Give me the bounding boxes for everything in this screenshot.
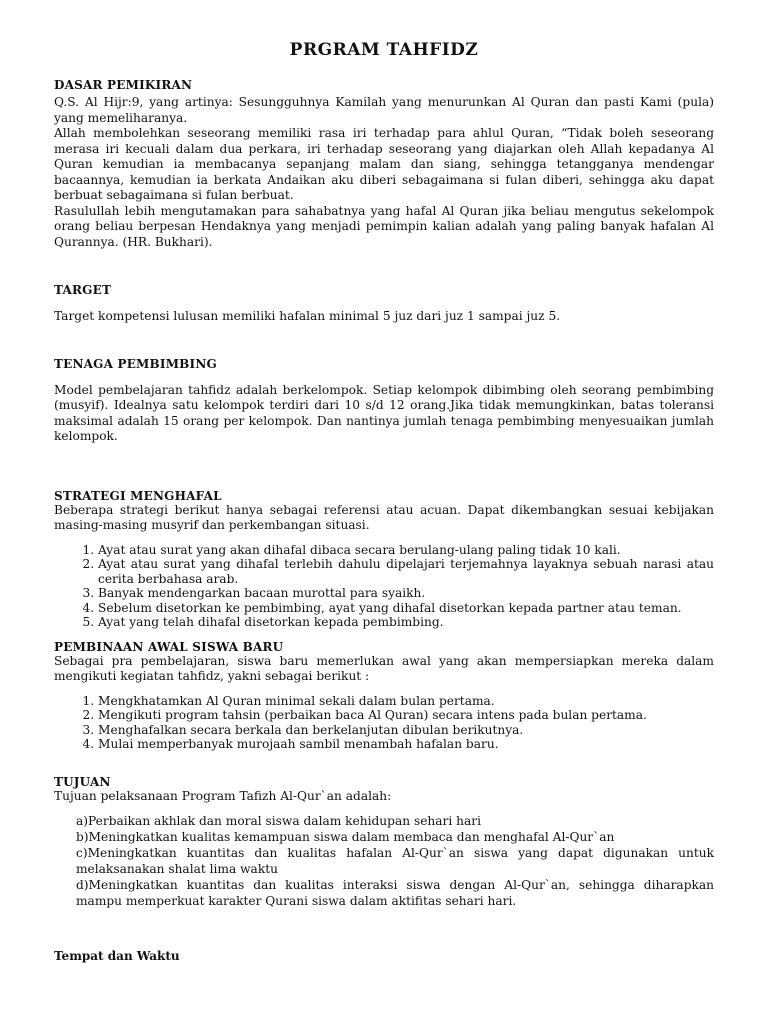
pembinaan-list (54, 694, 714, 752)
heading-tujuan: TUJUAN (54, 774, 111, 789)
section-dasar-pemikiran (54, 78, 714, 250)
list-item: 1. Ayat atau surat yang akan dihafal dibaca secara berulang-ulang paling tidak 10 kali. (98, 543, 714, 558)
heading-pembinaan-awal: PEMBINAAN AWAL SISWA BARU (54, 639, 284, 654)
section-strategi-menghafal (54, 489, 714, 630)
list-item: d)Meningkatkan kuantitas dan kualitas interaksi siswa dengan Al-Qur`an, sehingga diharapkan mampu memperkuat karakter Qurani siswa dalam aktifitas sehari hari. (76, 878, 714, 908)
list-item: 5. Ayat yang telah dihafal disetorkan kepada pembimbing. (98, 615, 714, 630)
heading-tenaga-pembimbing: TENAGA PEMBIMBING (54, 356, 217, 371)
section-target (54, 283, 714, 325)
heading-tempat-waktu: Tempat dan Waktu (54, 949, 180, 963)
list-item: 4. Mulai memperbanyak murojaah sambil menambah hafalan baru. (98, 737, 714, 752)
list-item: c)Meningkatkan kuantitas dan kualitas hafalan Al-Qur`an siswa yang dapat digunakan untuk melaksanakan shalat lima waktu (76, 846, 714, 876)
tujuan-intro: Tujuan pelaksanaan Program Tafizh Al-Qur`an adalah: (54, 788, 392, 803)
list-item: 1. Mengkhatamkan Al Quran minimal sekali dalam bulan pertama. (98, 694, 714, 709)
tenaga-text: Model pembelajaran tahfidz adalah berkelompok. Setiap kelompok dibimbing oleh seorang pembimbing (musyif). Idealnya satu kelompok terdiri dari 10 s/d 12 orang.Jika tidak memungkinkan, batas toleransi maksimal adalah 15 orang per kelompok. Dan nantinya jumlah tenaga pembimbing menyesuaikan jumlah kelompok. (54, 382, 714, 443)
list-item: 4. Sebelum disetorkan ke pembimbing, ayat yang dihafal disetorkan kepada partner atau teman. (98, 601, 714, 616)
strategi-list (54, 543, 714, 630)
section-pembinaan-awal (54, 640, 714, 752)
heading-dasar-pemikiran: DASAR PEMIKIRAN (54, 78, 193, 92)
section-tujuan (54, 775, 714, 910)
list-item: a)Perbaikan akhlak dan moral siswa dalam kehidupan sehari hari (76, 814, 481, 828)
heading-target: TARGET (54, 283, 112, 297)
dasar-paragraph: Q.S. Al Hijr:9, yang artinya: Sesungguhnya Kamilah yang menurunkan Al Quran dan pasti Kami (pula) yang memeliharanya. (54, 95, 714, 125)
dasar-paragraph: Rasulullah lebih mengutamakan para sahabatnya yang hafal Al Quran jika beliau mengutus sekelompok orang beliau berpesan Hendaknya yang menjadi pemimpin kalian adalah yang paling banyak hafalan Al Qurannya. (HR. Bukhari). (54, 203, 714, 249)
strategi-intro: Beberapa strategi berikut hanya sebagai referensi atau acuan. Dapat dikembangkan sesuai kebijakan masing-masing musyrif dan perkembangan situasi. (54, 502, 714, 532)
heading-strategi-menghafal: STRATEGI MENGHAFAL (54, 488, 222, 503)
list-item: 2. Ayat atau surat yang dihafal terlebih dahulu dipelajari terjemahnya layaknya sebuah narasi atau cerita berbahasa arab. (98, 557, 714, 586)
pembinaan-intro: Sebagai pra pembelajaran, siswa baru memerlukan awal yang akan mempersiapkan mereka dalam mengikuti kegiatan tahfidz, yakni sebagai berikut : (54, 653, 714, 683)
tujuan-list (76, 813, 714, 909)
target-text: Target kompetensi lulusan memiliki hafalan minimal 5 juz dari juz 1 sampai juz 5. (54, 309, 561, 323)
document-title: PRGRAM TAHFIDZ (289, 40, 479, 60)
section-tenaga-pembimbing (54, 357, 714, 445)
list-item: 3. Banyak mendengarkan bacaan murottal para syaikh. (98, 586, 714, 601)
list-item: 3. Menghafalkan secara berkala dan berkelanjutan dibulan berikutnya. (98, 723, 714, 738)
list-item: b)Meningkatkan kualitas kemampuan siswa dalam membaca dan menghafal Al-Qur`an (76, 830, 615, 844)
section-tempat-waktu (54, 949, 714, 963)
dasar-paragraph: Allah membolehkan seseorang memiliki rasa iri terhadap para ahlul Quran, “Tidak boleh seseorang merasa iri kecuali dalam dua perkara, iri terhadap seseorang yang diajarkan oleh Allah kepadanya Al Quran kemudian ia membacanya sepanjang malam dan siang, sehingga tetangganya mendengar bacaannya, kemudian ia berkata Andaikan aku diberi sebagaimana si fulan diberi, sehingga aku dapat berbuat sebagaimana si fulan berbuat. (54, 126, 714, 202)
list-item: 2. Mengikuti program tahsin (perbaikan baca Al Quran) secara intens pada bulan pertama. (98, 708, 714, 723)
